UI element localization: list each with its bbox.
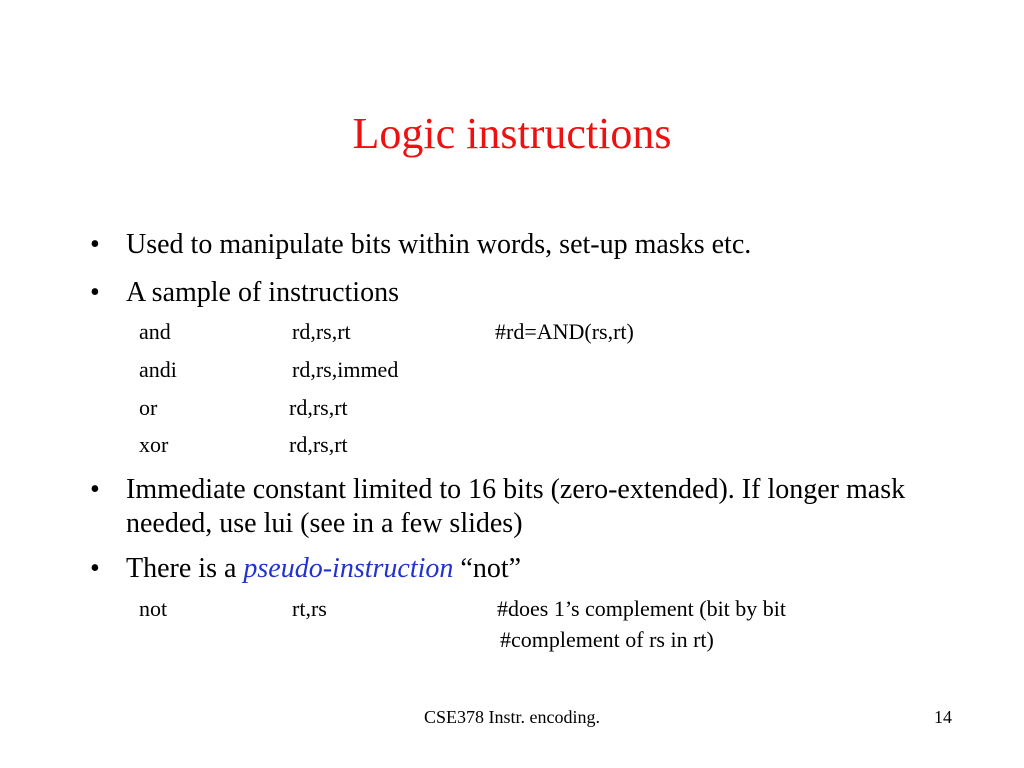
bullet-marker: •: [90, 277, 100, 308]
instruction-op: and: [139, 319, 171, 344]
bullet-text: [126, 552, 926, 586]
instruction-comment: #rd=AND(rs,rt): [495, 319, 634, 344]
instruction-op: not: [139, 596, 168, 621]
bullet-text: A sample of instructions: [126, 277, 399, 308]
bullet-text: Immediate constant limited to 16 bits (zero-extended). If longer mask needed, use lui (see in a few slides): [126, 474, 906, 539]
instruction-op: andi: [139, 357, 177, 382]
instruction-args: rd,rs,immed: [292, 357, 399, 382]
instruction-op: or: [139, 395, 158, 420]
bullet-text-suffix: “not”: [453, 553, 522, 584]
slide-title: Logic instructions: [352, 109, 672, 158]
instruction-args: rd,rs,rt: [292, 319, 351, 344]
instruction-op: xor: [139, 432, 169, 457]
bullet-marker: •: [90, 553, 100, 584]
footer-course: CSE378 Instr. encoding.: [424, 707, 600, 727]
instruction-args: rt,rs: [292, 596, 327, 621]
bullet-text: Used to manipulate bits within words, set-up masks etc.: [126, 229, 752, 260]
instruction-args: rd,rs,rt: [289, 395, 348, 420]
instruction-comment-continued: #complement of rs in rt): [500, 627, 714, 652]
pseudo-instruction-term: pseudo-instruction: [243, 553, 454, 584]
instruction-comment: #does 1’s complement (bit by bit: [497, 596, 787, 621]
footer-page-number: 14: [934, 707, 952, 727]
bullet-marker: •: [90, 229, 100, 260]
bullet-marker: •: [90, 474, 100, 505]
instruction-args: rd,rs,rt: [289, 432, 348, 457]
bullet-text-prefix: There is a: [126, 553, 244, 584]
